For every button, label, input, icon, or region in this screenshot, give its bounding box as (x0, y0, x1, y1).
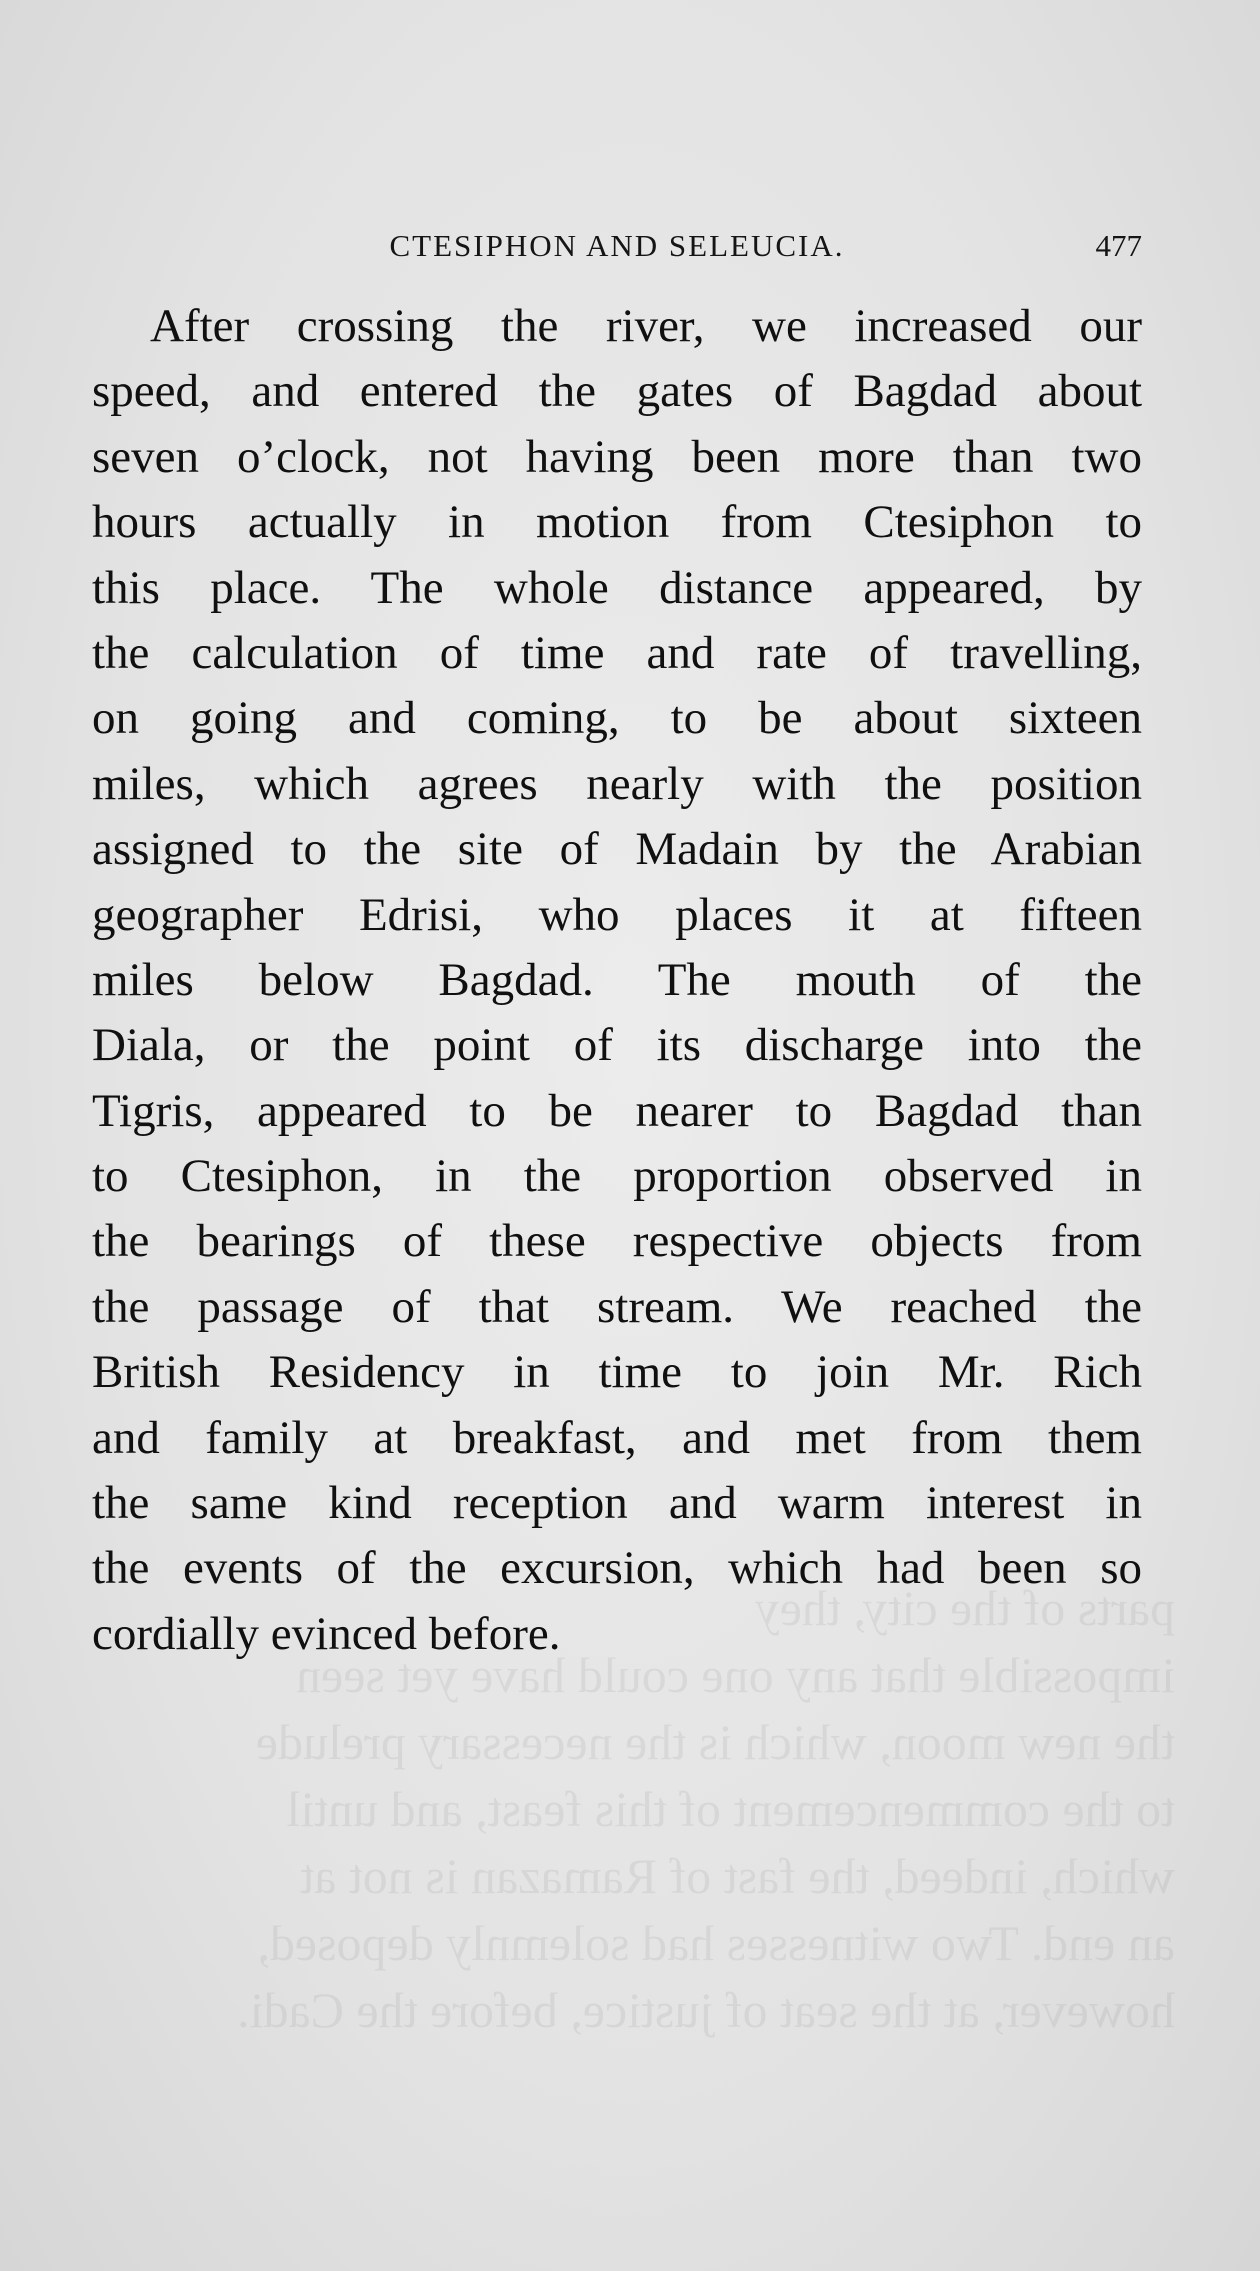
text-line: speed, and entered the gates of Bagdad about (92, 365, 1142, 418)
page-number: 477 (1095, 228, 1142, 263)
text-line: cordially evinced before. (92, 1607, 561, 1660)
text-line: on going and coming, to be about sixteen (92, 692, 1142, 745)
text-line: geographer Edrisi, who places it at fifteen (92, 888, 1142, 941)
bleed-through-text: parts of the city, they impossible that any one could have yet seen the new moon, which is the necessary prelude to the commencement of this feast, and until which, indeed, the fast of Ramazan is not at an end. Two witnesses had solemnly deposed, however, at the seat of justice, before the Cadi. (237, 1580, 1175, 2038)
running-head (92, 228, 1142, 268)
text-line: Diala, or the point of its discharge into the (92, 1019, 1142, 1072)
text-line: seven o’clock, not having been more than two (92, 430, 1142, 483)
text-line: British Residency in time to join Mr. Rich (92, 1346, 1142, 1399)
text-line: the passage of that stream. We reached the (92, 1280, 1142, 1333)
text-line: miles below Bagdad. The mouth of the (92, 953, 1142, 1006)
text-line: the calculation of time and rate of travelling, (92, 626, 1142, 679)
text-line: to Ctesiphon, in the proportion observed in (92, 1150, 1142, 1203)
text-line: the events of the excursion, which had been so (92, 1542, 1142, 1595)
body-text (92, 294, 1142, 1667)
text-line: After crossing the river, we increased our (150, 300, 1142, 352)
text-line: this place. The whole distance appeared, by (92, 561, 1142, 614)
text-line: and family at breakfast, and met from them (92, 1411, 1142, 1464)
text-line: the same kind reception and warm interest in (92, 1477, 1142, 1530)
text-line: Tigris, appeared to be nearer to Bagdad than (92, 1084, 1142, 1137)
text-line: miles, which agrees nearly with the position (92, 757, 1142, 810)
text-line: assigned to the site of Madain by the Arabian (92, 823, 1142, 876)
running-title: CTESIPHON AND SELEUCIA. (389, 228, 845, 263)
text-line: hours actually in motion from Ctesiphon to (92, 496, 1142, 549)
text-line: the bearings of these respective objects from (92, 1215, 1142, 1268)
